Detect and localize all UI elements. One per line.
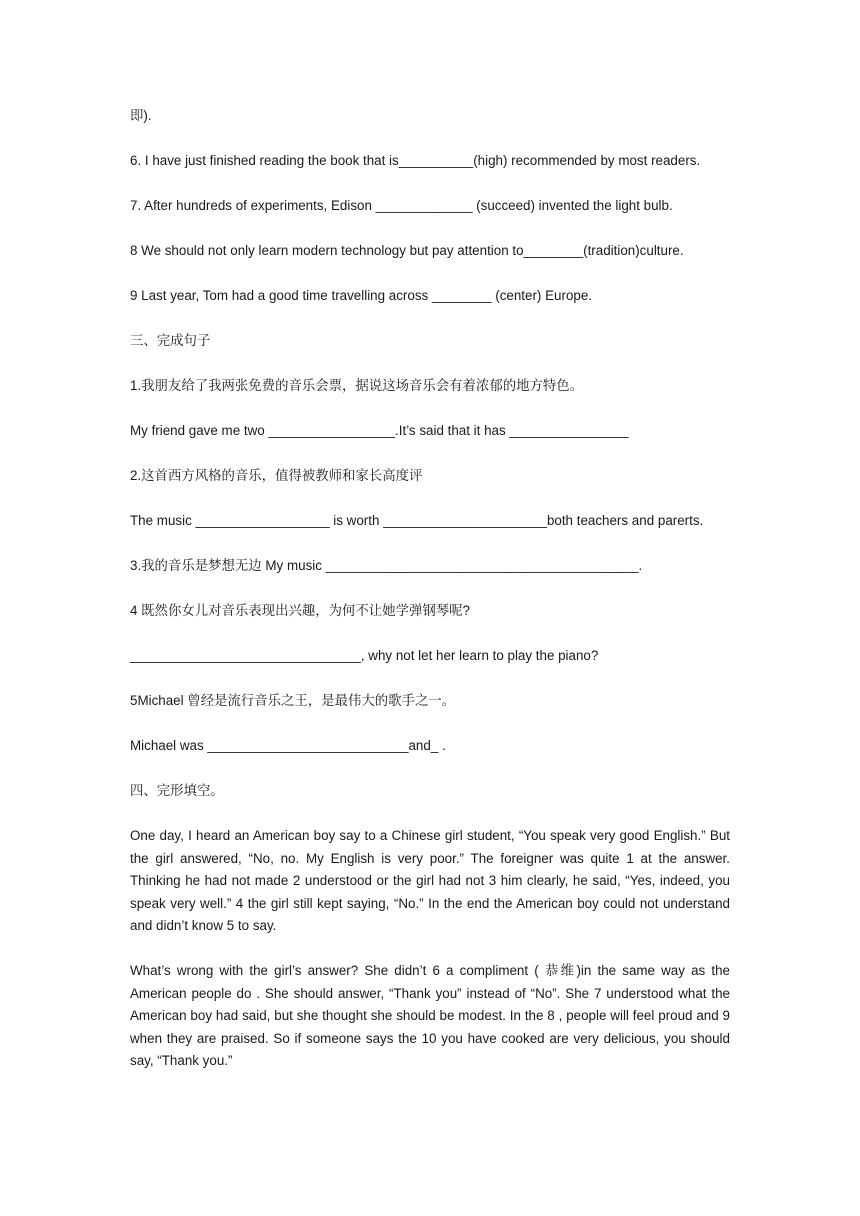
cloze-paragraph-2: What’s wrong with the girl’s answer? She didn’t 6 a compliment ( 恭维)in the same way as the American people do . She should answer, “Thank you” instead of “No”. She 7 understood what the American boy had said, but she thought she should be modest. In the 8 , people will feel proud and 9 when they are praised. So if someone says the 10 you have cooked are very delicious, you should say, “Thank you.” (130, 963, 730, 1069)
sentence-5-chinese: 5Michael 曾经是流行音乐之王，是最伟大的歌手之一。 (130, 693, 456, 708)
cloze-paragraph-1: One day, I heard an American boy say to a Chinese girl student, “You speak very good English.” But the girl answered, “No, no. My English is very poor.” The foreigner was quite 1 at the answer. Thinking he had not made 2 understood or the girl had not 3 him clearly, he said, “Yes, indeed, you speak very well.” 4 the girl still kept saying, “No.” In the end the American boy could not understand and didn’t know 5 to say. (130, 828, 730, 934)
sentence-2-english: The music __________________ is worth ______________________both teachers and parerts. (130, 513, 704, 528)
sentence-1-english: My friend gave me two _________________.It’s said that it has ________________ (130, 423, 629, 438)
question-7: 7. After hundreds of experiments, Edison _____________ (succeed) invented the light bulb. (130, 198, 673, 213)
sentence-3: 3.我的音乐是梦想无边 My music __________________________________________. (130, 558, 643, 573)
sentence-4-english: _______________________________, why not let her learn to play the piano? (130, 648, 599, 663)
question-8: 8 We should not only learn modern technology but pay attention to________(tradition)culture. (130, 243, 684, 258)
question-9: 9 Last year, Tom had a good time travelling across ________ (center) Europe. (130, 288, 593, 303)
section-heading: 三、完成句子 (130, 333, 211, 348)
sentence-5-english: Michael was ___________________________and_ . (130, 738, 446, 753)
sentence-1-chinese: 1.我朋友给了我两张免费的音乐会票，据说这场音乐会有着浓郁的地方特色。 (130, 378, 584, 393)
text-line: 即). (130, 108, 152, 123)
sentence-4-chinese: 4 既然你女儿对音乐表现出兴趣，为何不让她学弹钢琴呢? (130, 603, 470, 618)
sentence-2-chinese: 2.这首西方风格的音乐，值得被教师和家长高度评 (130, 468, 423, 483)
section-heading: 四、完形填空。 (130, 783, 224, 798)
question-6: 6. I have just finished reading the book that is__________(high) recommended by most readers. (130, 153, 701, 168)
